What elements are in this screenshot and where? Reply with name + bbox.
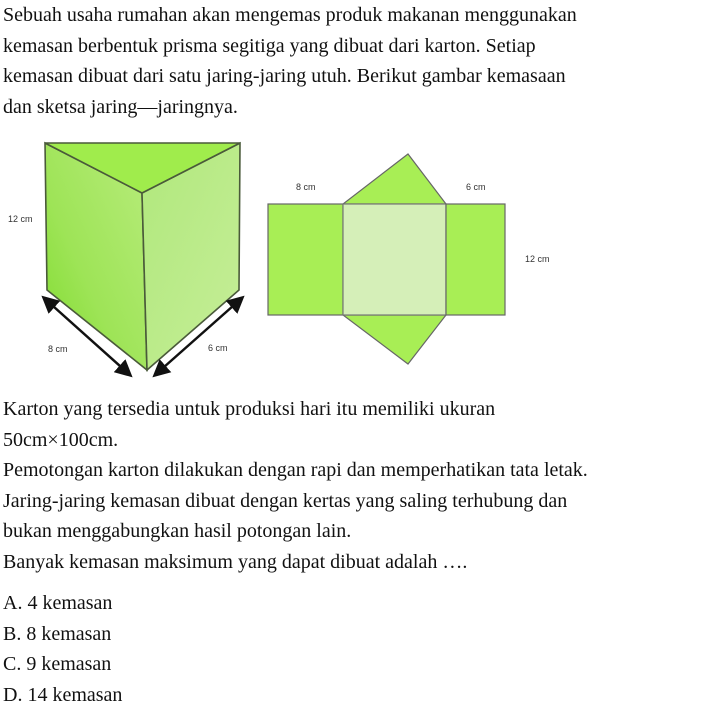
body-line-1: Karton yang tersedia untuk produksi hari itu memiliki ukuran: [3, 398, 496, 420]
option-a[interactable]: A. 4 kemasan: [3, 592, 113, 614]
net-bottom-triangle: [343, 315, 446, 364]
problem-body: [3, 394, 709, 578]
intro-line-3: kemasan dibuat dari satu jaring-jaring utuh. Berikut gambar kemasaan: [3, 65, 566, 88]
answer-options: [3, 588, 122, 710]
body-line-4: Jaring-jaring kemasan dibuat dengan kertas yang saling terhubung dan: [3, 489, 568, 512]
net-right-rectangle: [446, 204, 505, 315]
body-line-2: 50cm×100cm.: [3, 428, 119, 451]
packaging-figure: [0, 128, 712, 390]
net-middle-rectangle: [343, 204, 446, 315]
prism-height-label: 12 cm: [8, 214, 33, 224]
body-line-3: Pemotongan karton dilakukan dengan rapi dan memperhatikan tata letak.: [3, 459, 588, 482]
question-line: Banyak kemasan maksimum yang dapat dibuat adalah ….: [3, 550, 468, 573]
net-left-rectangle: [268, 204, 343, 315]
net-top-left-label: 8 cm: [296, 182, 316, 192]
intro-line-4: dan sketsa jaring—jaringnya.: [3, 95, 238, 118]
prism-left-base-label: 8 cm: [48, 344, 68, 354]
triangular-prism: [8, 143, 242, 375]
intro-line-1: Sebuah usaha rumahan akan mengemas produk makanan menggunakan: [3, 4, 577, 26]
net-top-right-label: 6 cm: [466, 182, 486, 192]
intro-line-2: kemasan berbentuk prisma segitiga yang dibuat dari karton. Setiap: [3, 34, 536, 57]
body-line-5: bukan menggabungkan hasil potongan lain.: [3, 520, 352, 543]
prism-right-base-label: 6 cm: [208, 343, 228, 353]
option-b[interactable]: B. 8 kemasan: [3, 622, 112, 645]
net-height-label: 12 cm: [525, 254, 550, 264]
net-top-triangle: [343, 154, 446, 204]
option-c[interactable]: C. 9 kemasan: [3, 653, 112, 676]
intro-paragraph: [3, 0, 709, 122]
prism-net: [268, 154, 550, 364]
option-d[interactable]: D. 14 kemasan: [3, 683, 123, 706]
